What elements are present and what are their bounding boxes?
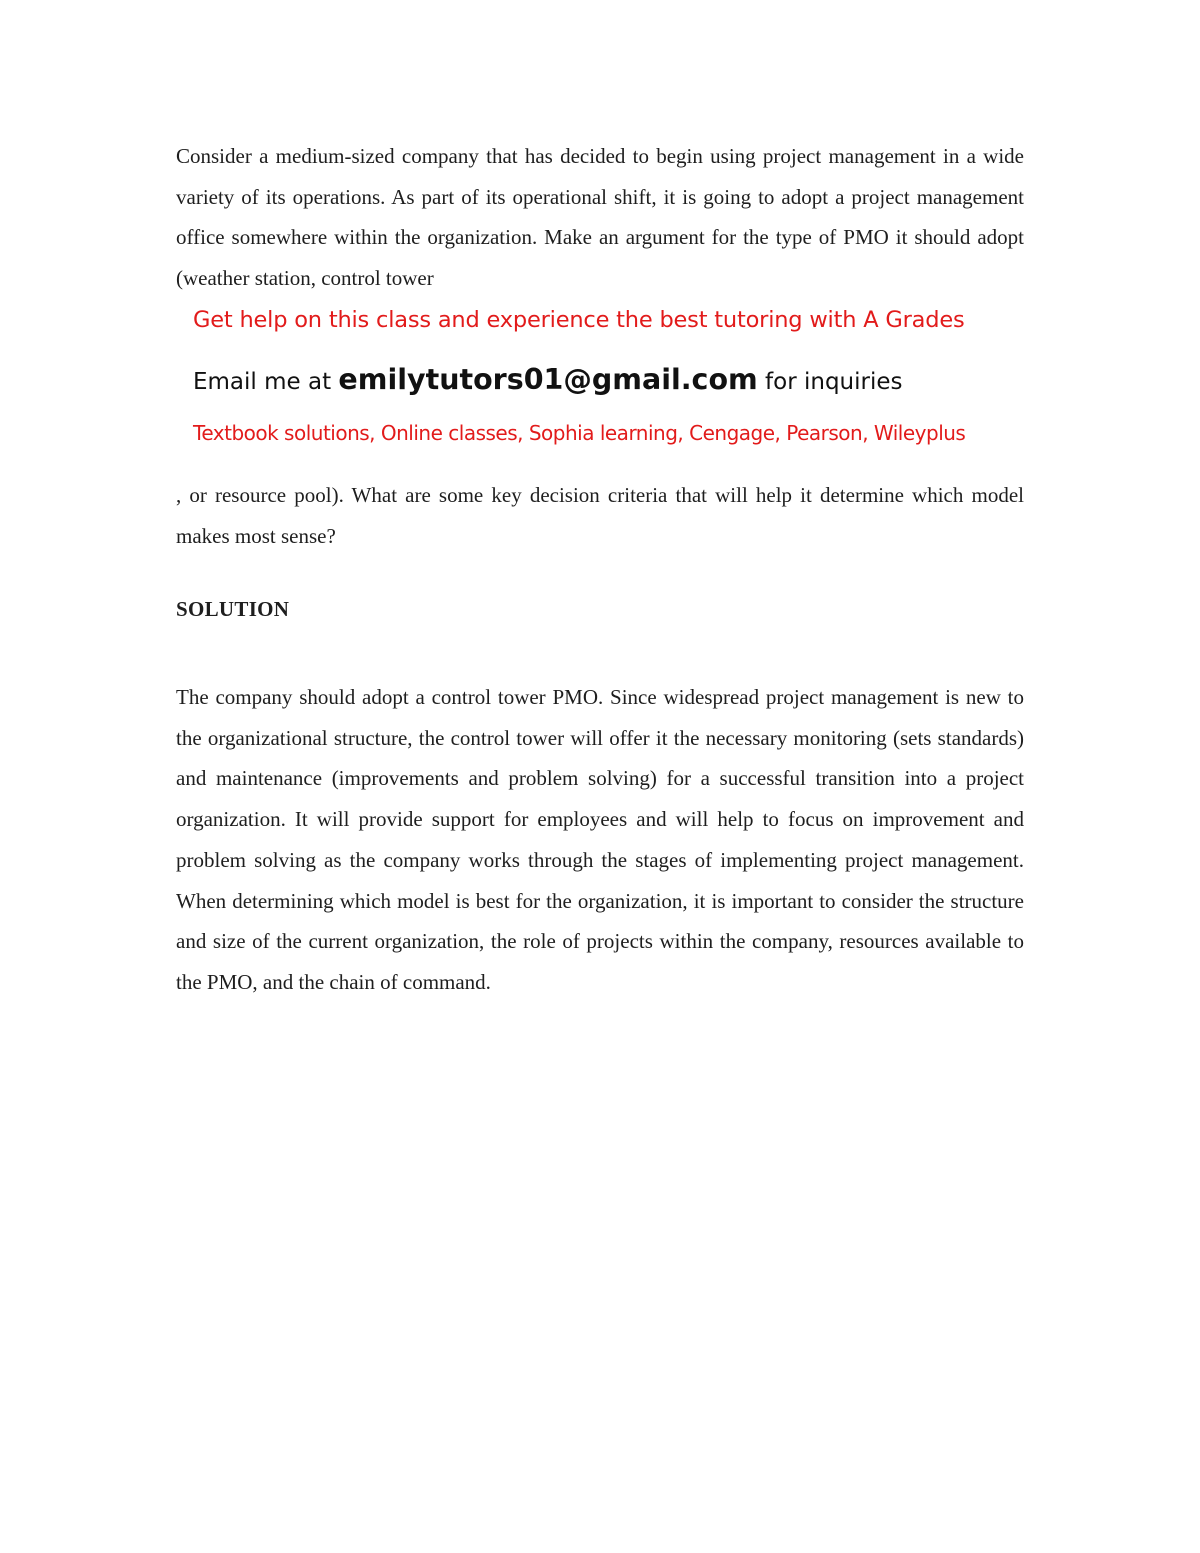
advert-headline: Get help on this class and experience the best tutoring with A Grades <box>193 307 965 333</box>
advert-services: Textbook solutions, Online classes, Sophia learning, Cengage, Pearson, Wileyplus <box>193 421 966 445</box>
advert-email-suffix: for inquiries <box>757 369 903 395</box>
advert-email-line <box>193 363 903 396</box>
solution-heading: SOLUTION <box>176 597 290 621</box>
advert-email-address: emilytutors01@gmail.com <box>338 363 758 396</box>
solution-paragraph: The company should adopt a control tower PMO. Since widespread project management is new to the organizational structure, the control tower will offer it the necessary monitoring (sets standards) and maintenance (improvements and problem solving) for a successful transition into a project organization. It will provide support for employees and will help to focus on improvement and problem solving as the company works through the stages of implementing project management. When determining which model is best for the organization, it is important to consider the structure and size of the current organization, the role of projects within the company, resources available to the PMO, and the chain of command. <box>176 685 1024 994</box>
advert-email-prefix: Email me at <box>193 369 339 395</box>
question-tail-paragraph: , or resource pool). What are some key decision criteria that will help it determine which model makes most sense? <box>176 483 1024 548</box>
question-intro-paragraph: Consider a medium-sized company that has decided to begin using project management in a wide variety of its operations. As part of its operational shift, it is going to adopt a project management office somewhere within the organization. Make an argument for the type of PMO it should adopt (weather station, control tower <box>176 144 1024 291</box>
